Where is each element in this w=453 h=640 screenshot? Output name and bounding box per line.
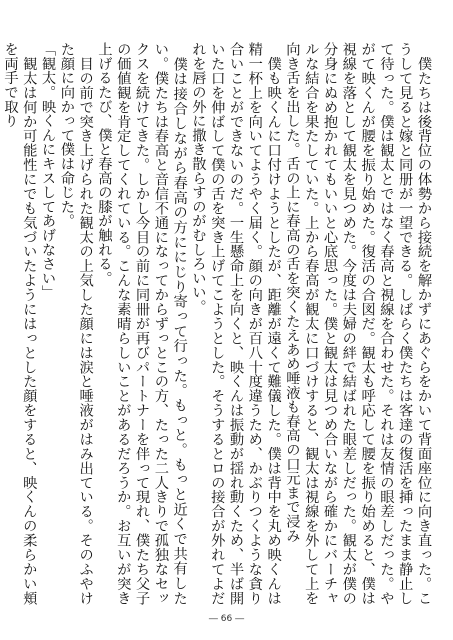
paragraph: 目の前で突き上げられた観太の上気した顔には涙と唾液がはみ出ている。そのふやけた顔に向かって僕は命じた。	[58, 42, 94, 605]
page-number: ― 66 ―	[208, 614, 245, 624]
paragraph: 僕たちは後背位の体勢から接続を解かずにあぐらをかいて背面座位に向き直った。こうして見ると嫁と同册が一望できる。しばらく僕たちは客達の復活を挿ったまま静止して待った。僕は観太とではなく春高と視線を合わせた。それは友情の眼差しだった。やがて映くんが腰を振り始めた。復活の合図だ。観太も呼応して腰を振り始めると、僕は視線を落として観太を見つめた。今度は夫婦の絆で結ばれた眼差しだった。観太が僕の分身にぬめ抱かれてもいいと心底思った。僕と観太は見つめ合いながら確かにバーチャルな結合を果たしていた。上から春高が観太に口づけすると、観太は視線を外して上を向き舌を出した。舌の上に春高の舌を突くたえあめ唾液も春高の口元まで浸み	[284, 42, 432, 605]
dialogue-line: 「観太。映くんにキスしてあげなさい」	[40, 42, 57, 300]
paragraph: 観太は何か可能性にでも気づいたようにはっとした顔をすると、映くんの柔らかい頬を両手で取り	[2, 42, 38, 605]
vertical-text-body	[2, 42, 433, 605]
paragraph: 僕も映くんに口付けようとしたが、距離が遠くて難儀した。僕は背中を丸め映くんは精一杯上を向いてようやく届く。顔の向きが百八十度違うため、かぶりつくような貪り合いことができないのだ。一生懸命上を向くと、映くんは振動が揺れ動くため、半ば開いた口を伸ばして僕の舌を突き上げてこようとした。そうするとロの接合が外れてよだれを唇の外に撒き散らすのがむしろいい。	[190, 42, 282, 605]
paragraph: 僕は接合しながら春高の方ににじり寄って行った。もっと。もっと近くで共有したい。僕たちは春高と音信不通になってからずっとこの方、たった二人きりで孤独なセックスを続けてきた。しかし今目の前に同卌が再びパートナーを伴って現れ、僕たち父子の価値観を肯定してくれている。こんな素晴らしいことがあるだろうか。お互いが突き上げるたび、僕と春高の膝が触れる。	[96, 42, 188, 605]
